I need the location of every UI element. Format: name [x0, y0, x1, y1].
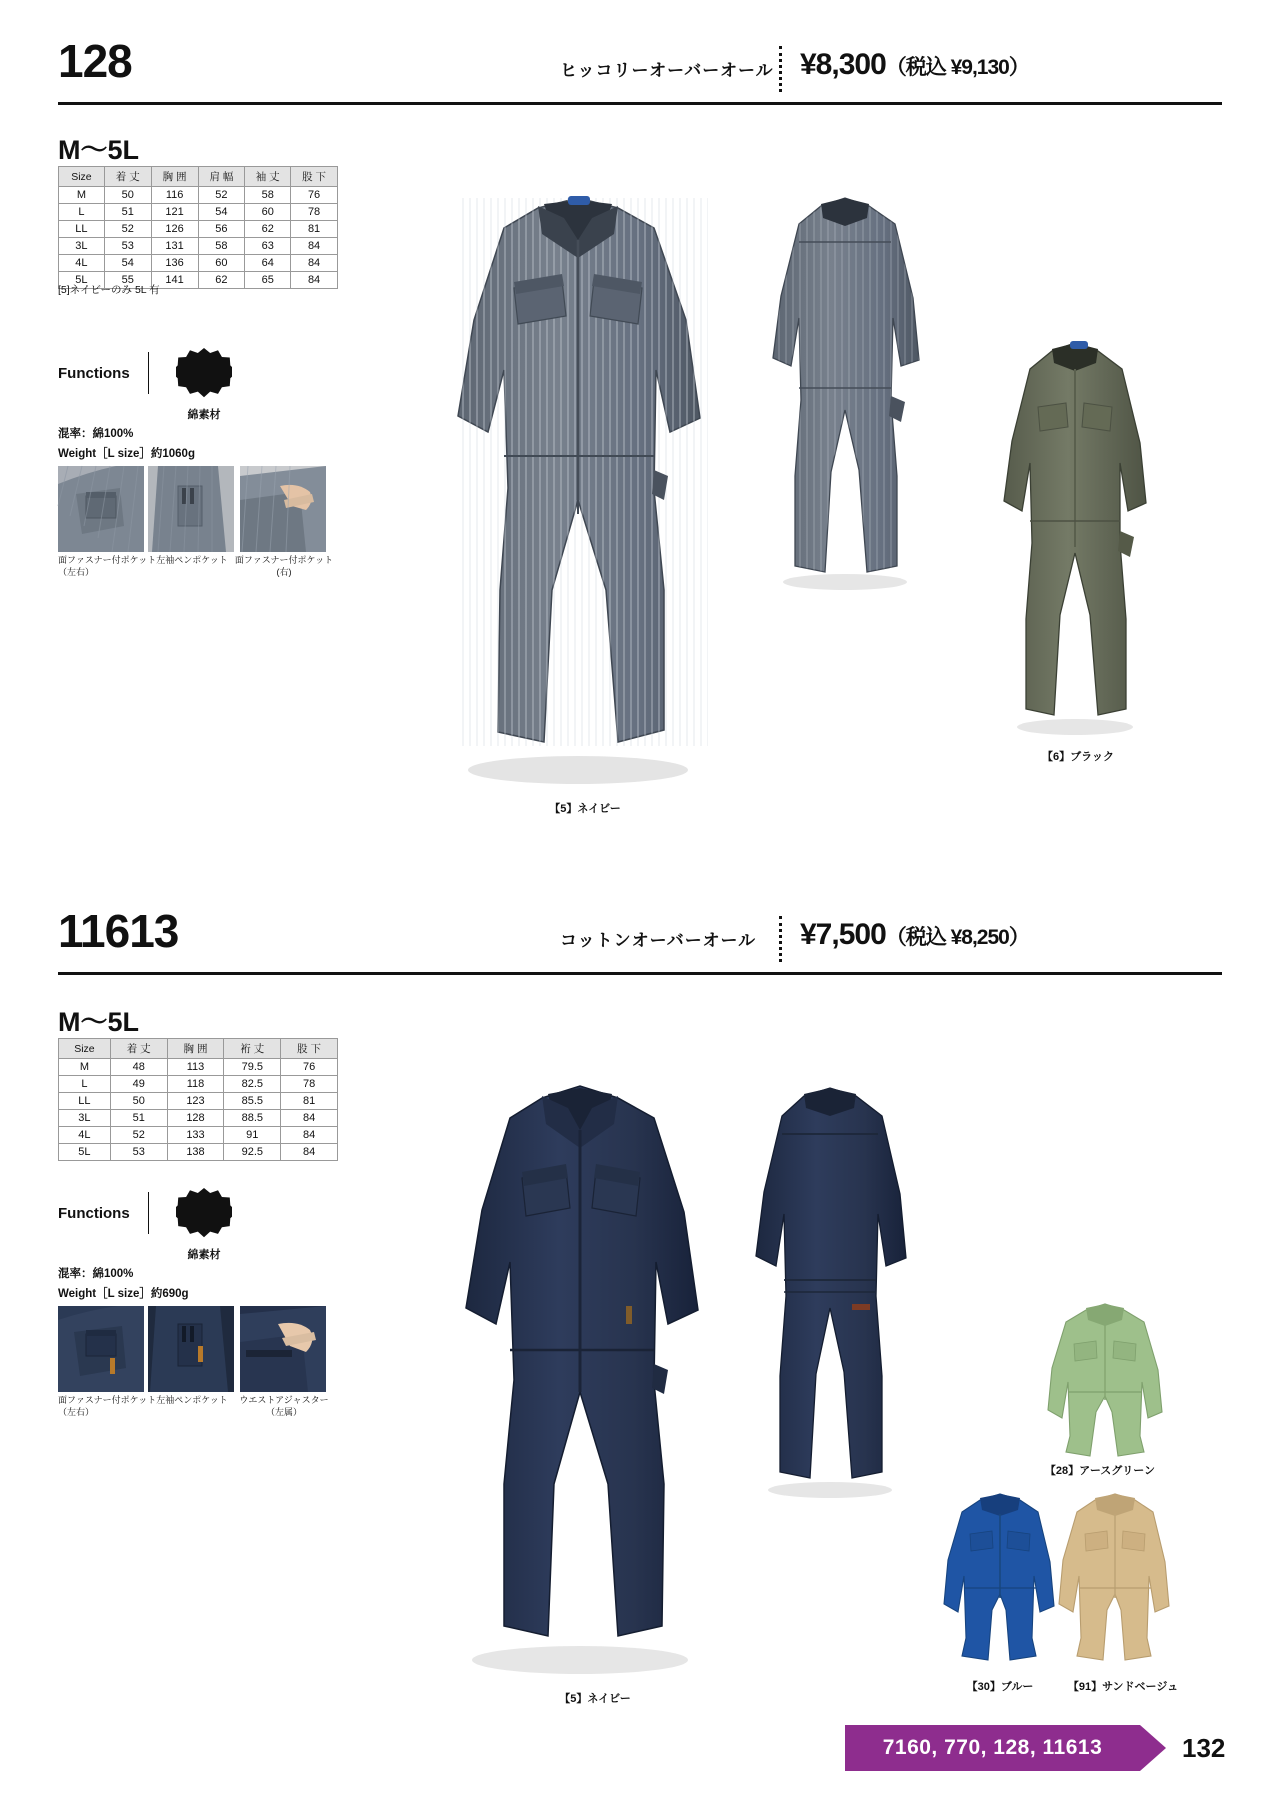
th-length: 着 丈 — [104, 167, 151, 187]
product-price — [800, 918, 1029, 952]
cell: 136 — [151, 255, 198, 272]
cell: L — [59, 1076, 111, 1093]
cell: 121 — [151, 204, 198, 221]
detail-caption-6: ウエストアジャスター （左属） — [239, 1395, 329, 1418]
table-row — [59, 221, 338, 238]
detail-photo-pen-pocket-2 — [148, 1306, 234, 1392]
cell: M — [59, 187, 105, 204]
cell: 62 — [198, 272, 245, 289]
detail-caption-1: 面ファスナー付ポケット （左右） — [58, 555, 157, 578]
cell: 81 — [291, 221, 338, 238]
table-row — [59, 1093, 338, 1110]
cell: 53 — [104, 238, 151, 255]
badge-caption: 綿素材 — [187, 1249, 221, 1261]
detail-caption-2: 左袖ペンポケット — [156, 555, 228, 565]
size-table-11613 — [58, 1038, 338, 1161]
cell: 78 — [291, 204, 338, 221]
cell: 84 — [291, 255, 338, 272]
figure-caption-128-black: 【6】ブラック — [1042, 751, 1114, 763]
cell: 84 — [291, 272, 338, 289]
detail-photo-pocket-left — [58, 466, 144, 552]
cell: 126 — [151, 221, 198, 238]
cell: 52 — [198, 187, 245, 204]
cell: 60 — [198, 255, 245, 272]
cell: 78 — [281, 1076, 338, 1093]
cell: 49 — [110, 1076, 167, 1093]
garment-back-11613-navy — [740, 1080, 920, 1500]
cell: 3L — [59, 238, 105, 255]
footer-codes: 7160, 770, 128, 11613 — [882, 1736, 1103, 1759]
size-table-128 — [58, 166, 338, 289]
cell: 51 — [104, 204, 151, 221]
th-inseam: 股 下 — [291, 167, 338, 187]
cell: 52 — [104, 221, 151, 238]
price-tax: （税込 ¥8,250） — [885, 926, 1029, 949]
cell: 58 — [245, 187, 291, 204]
header-rule — [58, 972, 1222, 975]
table-row — [59, 238, 338, 255]
cell: 55 — [104, 272, 151, 289]
garment-back-128-navy — [755, 190, 935, 590]
cell: M — [59, 1059, 111, 1076]
figure-caption-11613-beige: 【91】サンドベージュ — [1067, 1681, 1179, 1693]
detail-caption-3: 面ファスナー付ポケット(右) — [234, 555, 334, 578]
cell: 4L — [59, 1127, 111, 1144]
divider-dotted — [779, 916, 782, 962]
cell: 81 — [281, 1093, 338, 1110]
cell: 51 — [110, 1110, 167, 1127]
figure-caption-11613-green: 【28】アースグリーン — [1044, 1465, 1156, 1477]
cell: 79.5 — [224, 1059, 281, 1076]
cell: 113 — [167, 1059, 224, 1076]
detail-photo-zipper-pocket — [240, 466, 326, 552]
th-size: Size — [59, 1039, 111, 1059]
cell: 54 — [104, 255, 151, 272]
table-row — [59, 1144, 338, 1161]
garment-front-128-navy — [418, 170, 738, 790]
spec-weight-128: Weight［L size］約1060g — [58, 448, 195, 460]
detail-thumb-6 — [239, 1306, 329, 1418]
cell: 65 — [245, 272, 291, 289]
table-row — [59, 1127, 338, 1144]
cell: 63 — [245, 238, 291, 255]
footer-arrow-shape — [1140, 1725, 1166, 1771]
cell: 88.5 — [224, 1110, 281, 1127]
th-inseam: 股 下 — [281, 1039, 338, 1059]
cell: 76 — [281, 1059, 338, 1076]
th-size: Size — [59, 167, 105, 187]
cell: 141 — [151, 272, 198, 289]
cell: 91 — [224, 1127, 281, 1144]
th-sleeve-span: 裄 丈 — [224, 1039, 281, 1059]
cell: 131 — [151, 238, 198, 255]
cell: 84 — [281, 1127, 338, 1144]
spec-weight-11613: Weight［L size］約690g — [58, 1288, 189, 1300]
table-row — [59, 187, 338, 204]
detail-photo-waist-adjuster — [240, 1306, 326, 1392]
figure-caption-11613-navy: 【5】ネイビー — [559, 1693, 631, 1705]
cell: 123 — [167, 1093, 224, 1110]
cell: 84 — [281, 1144, 338, 1161]
table-row — [59, 204, 338, 221]
spec-material-11613: 混率：綿100% — [58, 1268, 134, 1280]
cell: 53 — [110, 1144, 167, 1161]
table-header-row — [59, 167, 338, 187]
cell: 50 — [110, 1093, 167, 1110]
cell: 5L — [59, 1144, 111, 1161]
badge-star-icon — [176, 348, 232, 404]
badge-star-icon — [176, 1188, 232, 1244]
spec-material-128: 混率：綿100% — [58, 428, 134, 440]
cell: 64 — [245, 255, 291, 272]
function-badge-cotton — [176, 348, 232, 421]
functions-divider — [148, 1192, 149, 1234]
figure-caption-11613-blue: 【30】ブルー — [966, 1681, 1034, 1693]
cell: 85.5 — [224, 1093, 281, 1110]
functions-label-128: Functions — [58, 365, 130, 382]
cell: 5L — [59, 272, 105, 289]
detail-caption-4: 面ファスナー付ポケット （左右） — [58, 1395, 157, 1418]
th-sleeve: 袖 丈 — [245, 167, 291, 187]
price-main: ¥8,300 — [800, 48, 886, 81]
cell: 138 — [167, 1144, 224, 1161]
page-number: 132 — [1182, 1733, 1226, 1763]
cell: 133 — [167, 1127, 224, 1144]
functions-label-11613: Functions — [58, 1205, 130, 1222]
cell: 84 — [291, 238, 338, 255]
product-name: ヒッコリーオーバーオール — [560, 61, 774, 80]
size-range-11613: M〜5L — [58, 1007, 139, 1037]
badge-caption: 綿素材 — [187, 409, 221, 421]
cell: L — [59, 204, 105, 221]
cell: 4L — [59, 255, 105, 272]
garment-11613-earth-green — [1040, 1300, 1170, 1460]
th-shoulder: 肩 幅 — [198, 167, 245, 187]
cell: 50 — [104, 187, 151, 204]
cell: LL — [59, 1093, 111, 1110]
detail-thumb-5 — [148, 1306, 234, 1405]
detail-thumb-2 — [148, 466, 234, 565]
cell: 3L — [59, 1110, 111, 1127]
th-chest: 胸 囲 — [151, 167, 198, 187]
garment-11613-blue — [940, 1490, 1060, 1670]
cell: 56 — [198, 221, 245, 238]
table-row — [59, 255, 338, 272]
garment-front-11613-navy — [430, 1060, 730, 1680]
size-range-128: M〜5L — [58, 135, 139, 165]
detail-thumb-1 — [58, 466, 157, 578]
detail-caption-5: 左袖ペンポケット — [156, 1395, 228, 1405]
garment-128-black — [990, 335, 1160, 735]
table-row — [59, 1076, 338, 1093]
cell: 48 — [110, 1059, 167, 1076]
table-row — [59, 1110, 338, 1127]
cell: 62 — [245, 221, 291, 238]
cell: 76 — [291, 187, 338, 204]
figure-caption-128-navy: 【5】ネイビー — [549, 803, 621, 815]
price-main: ¥7,500 — [800, 918, 886, 951]
price-tax: （税込 ¥9,130） — [885, 56, 1029, 79]
cell: 116 — [151, 187, 198, 204]
function-badge-cotton-2 — [176, 1188, 232, 1261]
divider-dotted — [779, 46, 782, 92]
cell: 84 — [281, 1110, 338, 1127]
cell: 82.5 — [224, 1076, 281, 1093]
functions-divider — [148, 352, 149, 394]
cell: 54 — [198, 204, 245, 221]
cell: 92.5 — [224, 1144, 281, 1161]
table-row — [59, 1059, 338, 1076]
cell: 52 — [110, 1127, 167, 1144]
garment-11613-sand-beige — [1055, 1490, 1175, 1670]
detail-photo-pocket-left-2 — [58, 1306, 144, 1392]
product-number: 11613 — [58, 905, 179, 957]
header-rule — [58, 102, 1222, 105]
product-price — [800, 48, 1029, 82]
cell: LL — [59, 221, 105, 238]
product-number: 128 — [58, 35, 132, 87]
th-length: 着 丈 — [110, 1039, 167, 1059]
product-name: コットンオーバーオール — [560, 931, 757, 950]
detail-thumb-3 — [234, 466, 334, 578]
size-note-128: [5]ネイビーのみ 5L 有 — [58, 284, 160, 296]
cell: 58 — [198, 238, 245, 255]
cell: 128 — [167, 1110, 224, 1127]
detail-thumb-4 — [58, 1306, 157, 1418]
footer-code-band — [845, 1725, 1140, 1771]
table-header-row — [59, 1039, 338, 1059]
detail-photo-pen-pocket — [148, 466, 234, 552]
cell: 60 — [245, 204, 291, 221]
th-chest: 胸 囲 — [167, 1039, 224, 1059]
cell: 118 — [167, 1076, 224, 1093]
